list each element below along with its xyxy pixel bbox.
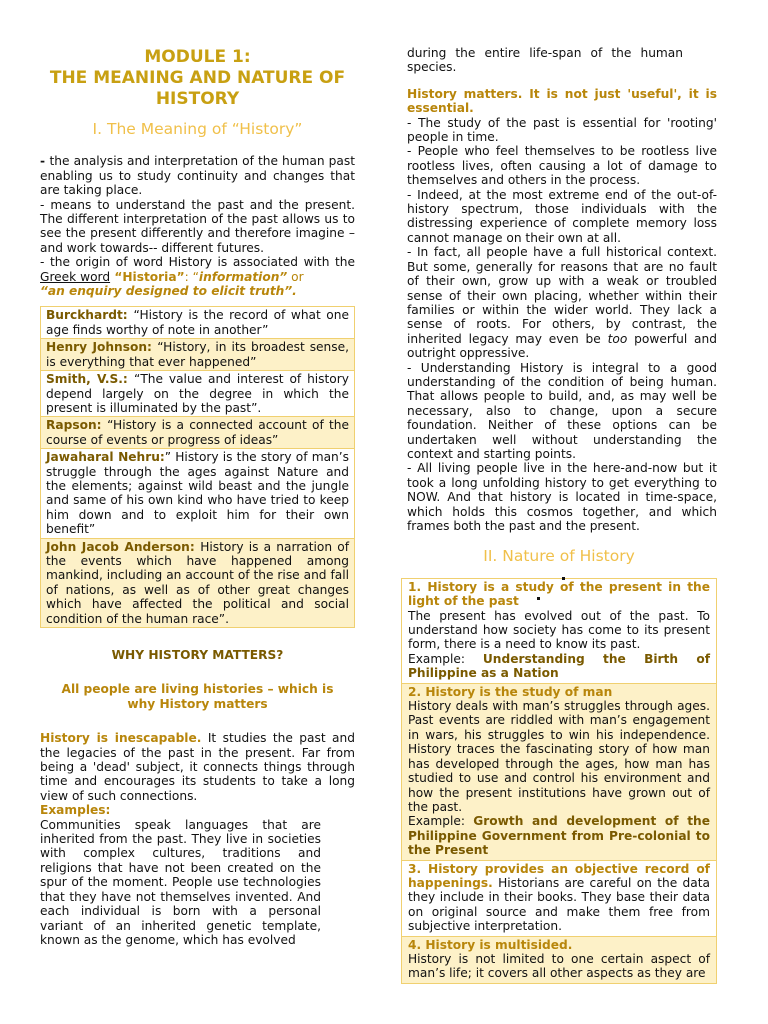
definition-text: “History, in its broadest sense, is everything that ever happened”	[46, 340, 349, 369]
or-word: or	[287, 269, 304, 284]
nature-item-text: History deals with man’s struggles through ages. Past events are riddled with man’s engagement in wars, his struggles to win his independence. History traces the fascinating story of how man has developed through the ages, how man has studied to use and control his environment and how the present institutions have grown out of the past.	[408, 699, 710, 814]
module-title-line2: THE MEANING AND NATURE OF	[49, 68, 346, 88]
colon: : “	[184, 269, 199, 284]
left-column	[40, 47, 355, 947]
dash: -	[40, 154, 50, 169]
module-title-line1: MODULE 1:	[144, 47, 251, 67]
continuation-text: during the entire life-span of the human species.	[407, 46, 683, 75]
historian-name: Smith, V.S.:	[46, 372, 135, 387]
meaning-paragraph-3	[40, 255, 355, 298]
definition-text: ” History is the story of man’s struggle through the ages against Nature and the elements; against wild beast and the jungle and same of his own kind who have tried to keep him down and to exploit him for their own benefit”	[46, 450, 349, 537]
historian-name: Burckhardt:	[46, 308, 134, 323]
definition-row	[41, 449, 354, 538]
matters-bullet-4	[401, 245, 717, 360]
stray-mark	[537, 597, 540, 600]
history-matters-heading: History matters. It is not just 'useful', it is essential.	[407, 86, 717, 116]
bullet-4-text-b: powerful and outright oppressive.	[407, 331, 717, 361]
nature-item-heading: 3. History provides an objective record of happenings.	[408, 861, 710, 890]
meaning-paragraph-2: - means to understand the past and the present. The different interpretation of the past allows us to see the present differently and therefore imagine – and work towards-- different futures.	[40, 197, 355, 255]
nature-table	[401, 578, 717, 984]
why-history-heading: WHY HISTORY MATTERS?	[111, 648, 284, 662]
definition-text: “History is the record of what one age finds worthy of note in another”	[46, 308, 349, 337]
definition-row	[41, 371, 354, 417]
section2-heading: II. Nature of History	[483, 547, 635, 566]
historia-word: “Historia”	[110, 269, 185, 284]
inescapable-label: History is inescapable.	[40, 731, 202, 746]
greek-word-link[interactable]: Greek word	[40, 269, 111, 284]
information-word: information”	[198, 269, 288, 284]
origin-text: - the origin of word History is associated with the	[40, 255, 355, 270]
definition-text: History is a narration of the events which have happened among mankind, including an account of the rise and fall of nations, as well as of other great changes which have affected the political and social condition of the human race”.	[46, 539, 350, 626]
nature-item	[402, 861, 716, 937]
meaning-text-1: the analysis and interpretation of the human past enabling us to study continuity and changes that are taking place.	[40, 154, 355, 198]
nature-item-example	[408, 652, 710, 681]
definition-row	[41, 339, 354, 371]
definition-row	[41, 307, 354, 339]
section1-heading: I. The Meaning of “History”	[92, 120, 303, 138]
definition-text: “History is a connected account of the course of events or progress of ideas”	[46, 418, 349, 447]
nature-item-example	[408, 814, 710, 857]
nature-item	[402, 579, 716, 684]
nature-item	[402, 684, 716, 861]
nature-item-heading: 1. History is a study of the present in the light of the past	[408, 579, 710, 609]
nature-item	[402, 937, 716, 983]
bullet-4-emphasis: too	[607, 331, 628, 346]
historian-name: Rapson:	[46, 418, 108, 433]
enquiry-phrase: “an enquiry designed to elicit truth”.	[40, 284, 297, 299]
example-text: Understanding the Birth of Philippine as a Nation	[408, 651, 710, 681]
definition-row	[41, 539, 354, 627]
inescapable-text: It studies the past and the legacies of the past in the present. Far from being a 'dead' subject, it connects things through time and encourages its students to take a long view of such connections.	[40, 731, 355, 803]
examples-label: Examples:	[40, 803, 111, 818]
nature-item-heading: 2. History is the study of man	[408, 684, 613, 699]
historian-name: Henry Johnson:	[46, 340, 158, 355]
meaning-paragraph-1	[40, 154, 355, 197]
module-title-line3: HISTORY	[155, 89, 240, 109]
nature-item-heading: 4. History is multisided.	[408, 937, 573, 952]
nature-item-text: History is not limited to one certain aspect of man’s life; it covers all other aspects as they are	[408, 951, 710, 981]
example-text: Growth and development of the Philippine Government from Pre-colonial to the Present	[408, 814, 710, 858]
nature-item-text: Historians are careful on the data they include in their books. They base their data on original source and make them free from subjective interpretation.	[408, 875, 710, 934]
living-histories-subheading: All people are living histories – which is why History matters	[61, 682, 334, 711]
matters-bullet-6: - All living people live in the here-and-now but it took a long unfolding history to get everything to NOW. And that history is located in time-space, which holds this cosmos together, and which frames both the past and the present.	[407, 461, 717, 533]
definition-row	[41, 417, 354, 449]
right-column	[401, 46, 717, 984]
inescapable-paragraph	[40, 731, 355, 803]
stray-mark	[562, 577, 565, 580]
examples-text: Communities speak languages that are inherited from the past. They live in societies with complex cultures, traditions and religions that have not been created on the spur of the moment. People use technologies that they have not themselves invented. And each individual is born with a personal variant of an inherited genetic template, known as the genome, which has evolved	[40, 817, 321, 947]
historian-name: Jawaharal Nehru:	[46, 450, 165, 465]
bullet-4-text-a: - In fact, all people have a full historical context. But some, generally for reasons that are no fault of their own, grow up with a weak or troubled sense of their own placing, whether within their families or within the wider world. They lack a sense of roots. For others, by contrast, the inherited legacy may even be	[407, 245, 717, 346]
example-label: Example:	[408, 814, 474, 829]
definitions-table	[40, 306, 355, 628]
example-label: Example:	[408, 651, 483, 666]
definition-text: “The value and interest of history depend largely on the degree in which the present is illuminated by the past”.	[46, 372, 349, 415]
matters-bullet-3: - Indeed, at the most extreme end of the out-of-history spectrum, those individuals with the distressing experience of complete memory loss cannot manage on their own at all.	[407, 187, 717, 245]
matters-bullet-5: - Understanding History is integral to a good understanding of the condition of being human. That allows people to build, and, as may well be necessary, also to change, upon a secure foundation. Neither of these options can be undertaken well without understanding the context and starting points.	[407, 360, 717, 461]
matters-bullet-1: - The study of the past is essential for 'rooting' people in time.	[407, 115, 717, 145]
nature-item-text: The present has evolved out of the past. To understand how society has come to its present form, there is a need to know its past.	[408, 608, 710, 652]
historian-name: John Jacob Anderson:	[46, 539, 201, 554]
matters-bullet-2: - People who feel themselves to be rootless live rootless lives, often causing a lot of damage to themselves and others in the process.	[407, 144, 717, 188]
